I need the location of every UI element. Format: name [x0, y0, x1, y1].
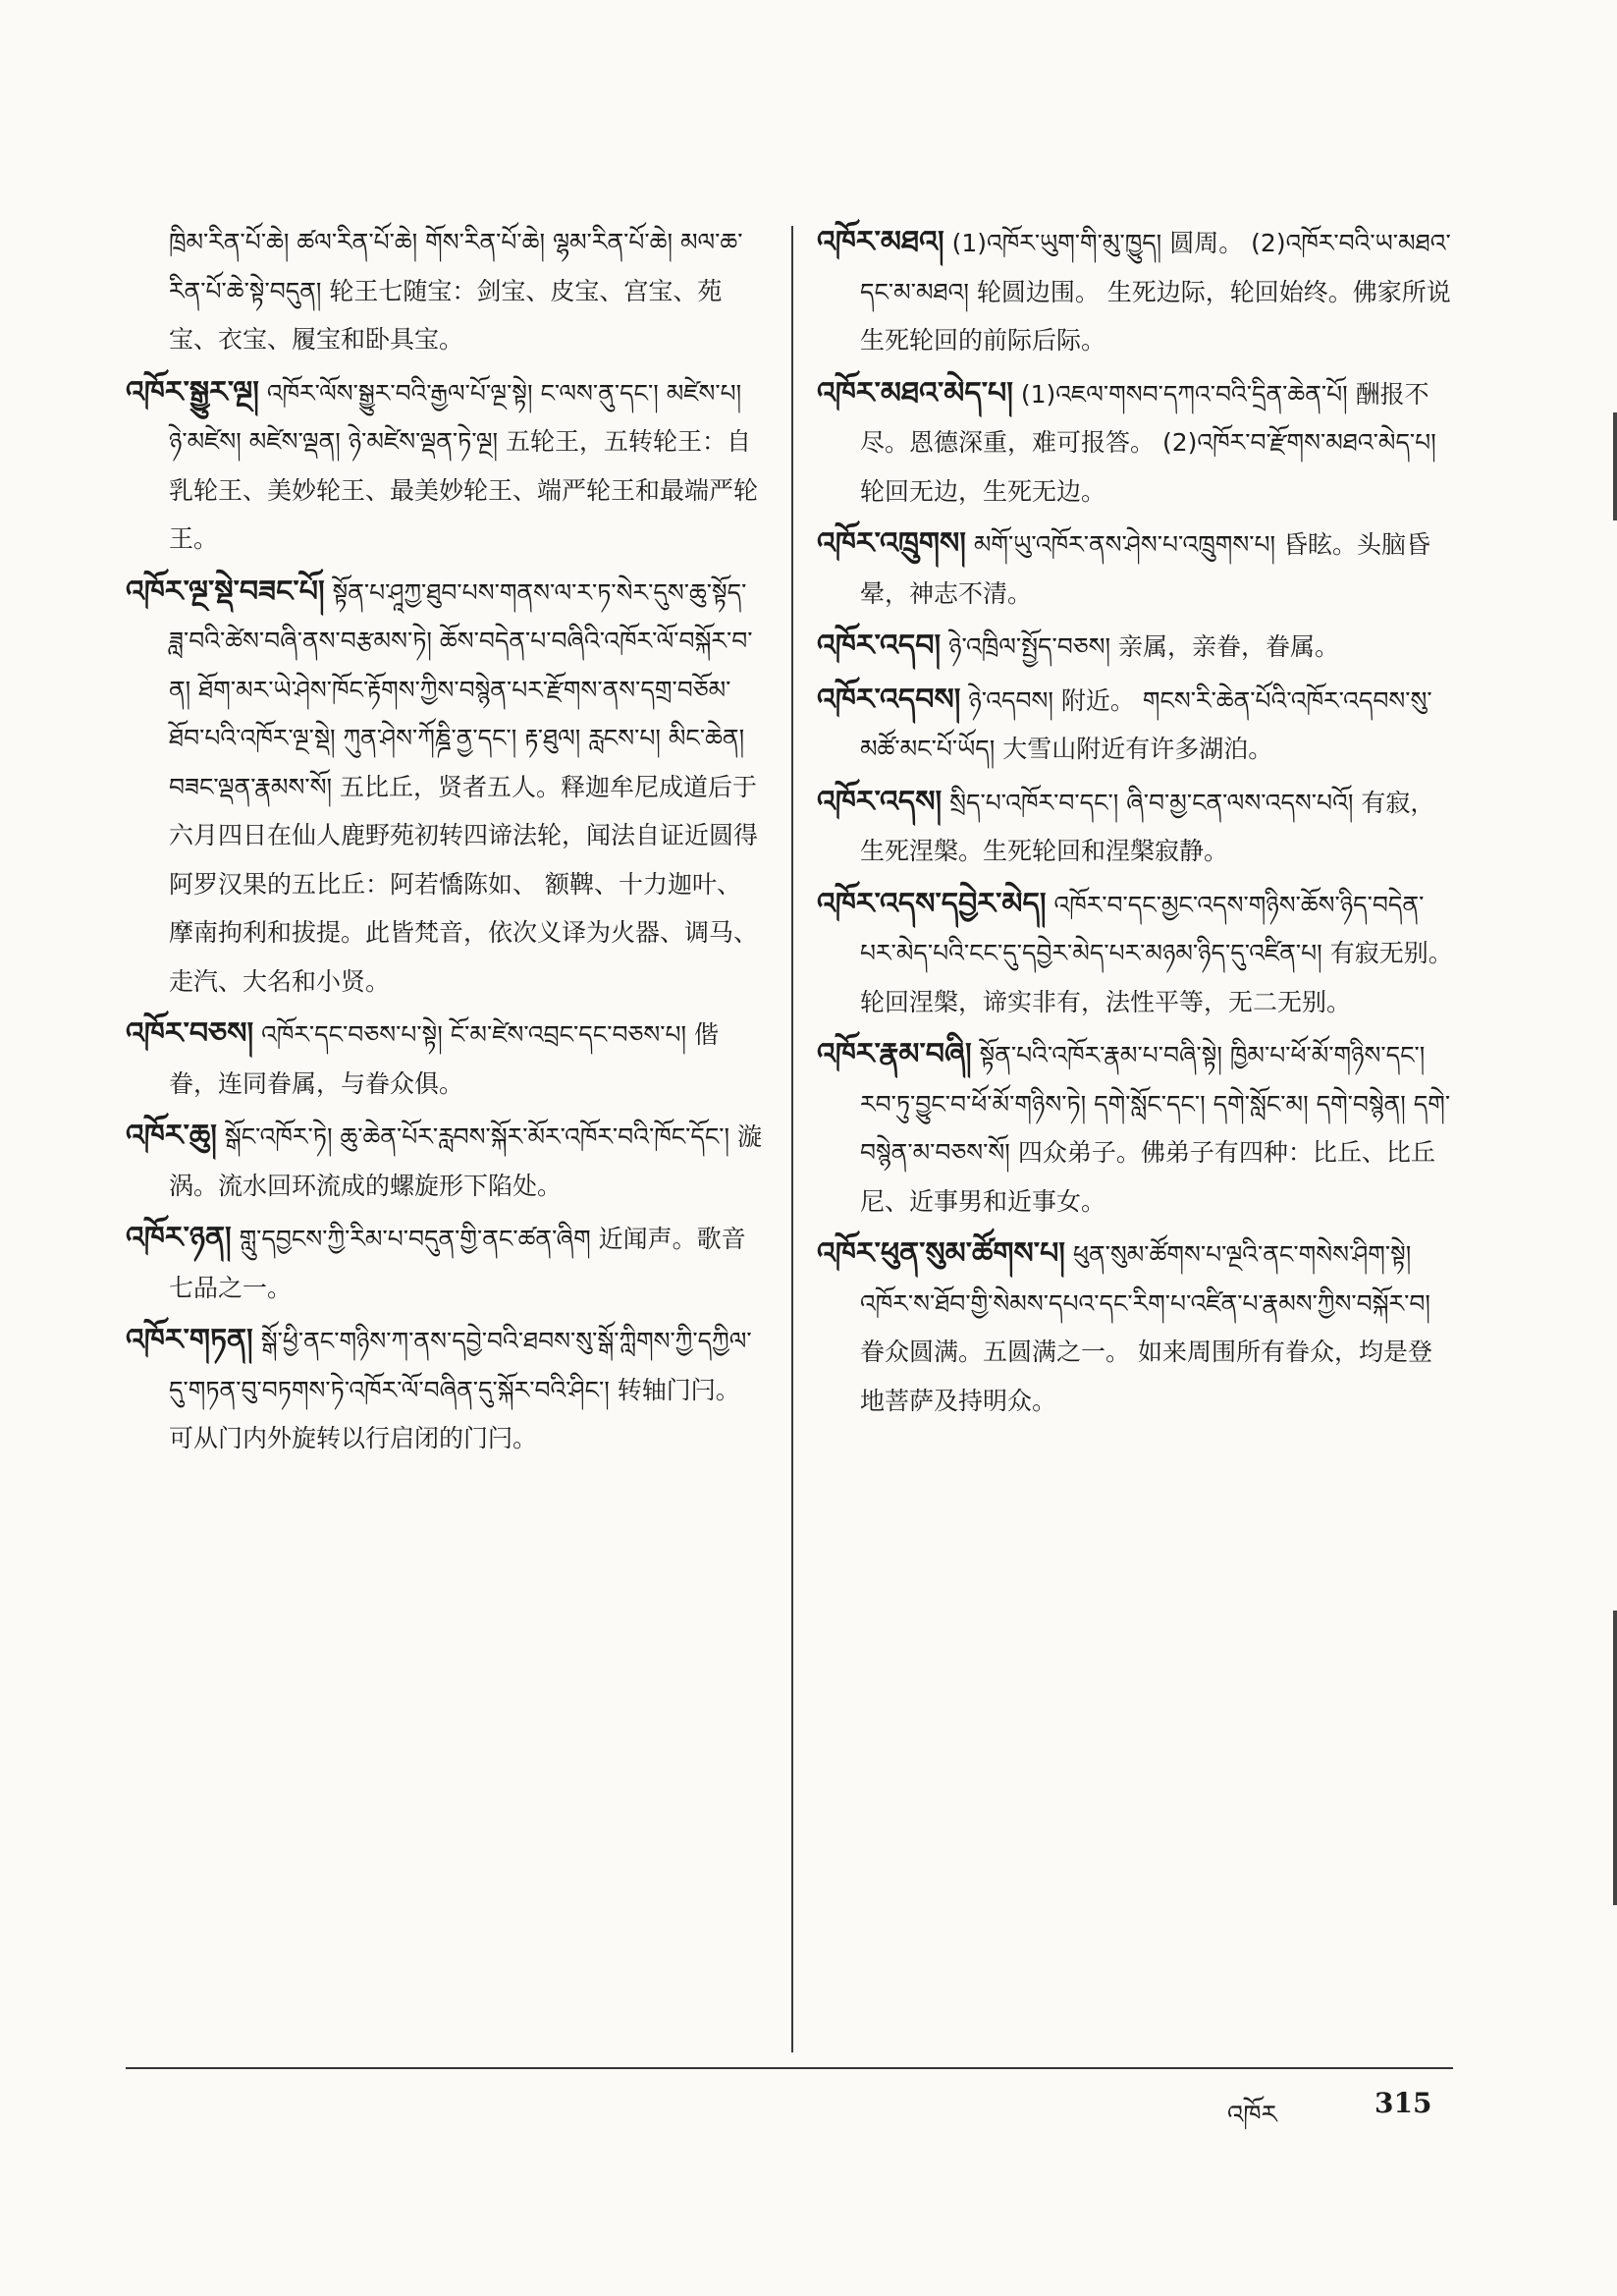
tibetan-definition: ཉེ་འདབས། — [968, 685, 1053, 715]
dictionary-entry — [817, 778, 1453, 876]
headword: འཁོར་སྒྱུར་ལྔ། — [126, 374, 259, 410]
chinese-definition: 昏眩。头脑昏晕，神志不清。 — [860, 530, 1430, 608]
headword: འཁོར་འཁྲུགས། — [817, 526, 966, 561]
headword: འཁོར་འདབ། — [817, 629, 942, 663]
headword: འཁོར་ཉན། — [126, 1221, 232, 1255]
tibetan-definition: (2)འཁོར་བ་རྫོགས་མཐའ་མེད་པ། — [1161, 428, 1436, 457]
chinese-definition: 轮王七随宝：剑宝、皮宝、宫宝、苑宝、衣宝、履宝和卧具宝。 — [169, 276, 723, 354]
headword: འཁོར་མཐའ། — [817, 225, 944, 259]
headword: འཁོར་ཕུན་སུམ་ཚོགས་པ། — [817, 1236, 1065, 1271]
tibetan-definition: མགོ་ཡུ་འཁོར་ནས་ཤེས་པ་འཁྲུགས་པ། — [973, 530, 1276, 559]
chinese-definition: 近闻声。歌音七品之一。 — [169, 1225, 746, 1302]
dictionary-entry — [817, 369, 1453, 517]
headword: འཁོར་འདས་དབྱེར་མེད། — [817, 886, 1047, 921]
chinese-definition: 四众弟子。佛弟子有四种：比丘、比丘尼、近事男和近事女。 — [860, 1138, 1435, 1216]
chinese-definition: 酬报不尽。恩德深重，难可报答。 — [860, 379, 1429, 457]
tibetan-definition: ཁྲིམ་རིན་པོ་ཆེ། ཚལ་རིན་པོ་ཆེ། གོས་རིན་པོ་ཆེ། ལྷམ་རིན་པོ་ཆེ། མལ་ཆ་རིན་པོ་ཆེ་སྟེ་བདུན། — [169, 228, 743, 305]
chinese-definition: 转轴门闩。可从门内外旋转以行启闭的门闩。 — [169, 1375, 740, 1452]
tibetan-definition: སྒོང་འཁོར་ཏེ། ཆུ་ཆེན་པོར་རླབས་སྐོར་མོར་འཁོར་བའི་ཁོང་དོང་། — [224, 1122, 730, 1151]
headword: འཁོར་གཏན། — [126, 1323, 253, 1357]
running-head: འཁོར — [1227, 2101, 1277, 2130]
chinese-definition: 附近。 — [1060, 685, 1135, 715]
chinese-definition: 圆周。 — [1169, 229, 1244, 257]
dictionary-entry — [817, 880, 1453, 1027]
dictionary-entry — [126, 1316, 764, 1463]
tibetan-definition: སྒོ་ཕྱི་ནང་གཉིས་ཀ་ནས་དབྱེ་བའི་ཐབས་སུ་སྒོ་ཀླིགས་ཀྱི་དཀྱིལ་དུ་གཏན་བུ་བཏགས་ཏེ་འཁོར་ལོ་བཞིན་དུ་སྐོར་བའི་ཤིང་། — [169, 1327, 752, 1404]
scan-edge-mark — [1613, 412, 1617, 520]
headword: འཁོར་འདབས། — [817, 682, 961, 717]
dictionary-entry-continuation — [126, 218, 764, 364]
chinese-definition: 大雪山附近有许多湖泊。 — [1002, 735, 1273, 763]
dictionary-entry — [126, 1214, 764, 1312]
dictionary-entry — [817, 676, 1453, 774]
left-column — [126, 218, 764, 1467]
chinese-definition: 漩涡。流水回环流成的螺旋形下陷处。 — [169, 1122, 763, 1200]
dictionary-entry — [817, 1230, 1453, 1425]
tibetan-definition: (1)འཁོར་ཡུག་གི་མུ་ཁྱུད། — [951, 229, 1162, 257]
chinese-definition: 亲属，亲眷，眷属。 — [1118, 632, 1340, 661]
tibetan-definition: ཕུན་སུམ་ཚོགས་པ་ལྔའི་ནང་གསེས་ཤིག་སྟེ། འཁོར་ས་ཐོབ་གྱི་སེམས་དཔའ་དང་རིག་པ་འཛིན་པ་རྣམས་ཀྱིས་བསྐོར་བ། — [860, 1240, 1430, 1318]
tibetan-definition: འཁོར་དང་བཅས་པ་སྟེ། ངོ་མ་ཛེས་འབྲང་དང་བཅས་པ། — [261, 1020, 687, 1049]
tibetan-definition: གངས་རི་ཆེན་པོའི་འཁོར་འདབས་སུ་མཚོ་མང་པོ་ཡོད། — [860, 685, 1432, 763]
dictionary-entry — [817, 218, 1453, 365]
scan-edge-mark — [1613, 1611, 1617, 1905]
tibetan-definition: སྟོན་པའི་འཁོར་རྣམ་པ་བཞི་སྟེ། ཁྱིམ་པ་ཕོ་མོ་གཉིས་དང་། རབ་ཏུ་བྱུང་བ་ཕོ་མོ་གཉིས་ཏེ། དགེ་སློང་དང་། དགེ་སློང་མ། དགེ་བསྙེན། དགེ་བསྙེན་མ་བཅས་སོ། — [860, 1041, 1451, 1167]
headword: འཁོར་ཆུ། — [126, 1119, 217, 1153]
dictionary-entry — [817, 1030, 1453, 1226]
dictionary-entry — [126, 1112, 764, 1210]
headword: འཁོར་ལྔ་སྡེ་བཟང་པོ། — [126, 574, 325, 609]
chinese-definition: 五轮王，五转轮王：自乳轮王、美妙轮王、最美妙轮王、端严轮王和最端严轮王。 — [169, 427, 759, 553]
tibetan-definition: འཁོར་ལོས་སྒྱུར་བའི་རྒྱལ་པོ་ལྔ་སྟེ། ང་ལས་ནུ་དང་། མཛེས་པ། ཉེ་མཛེས། མཛེས་ལྡན། ཉེ་མཛེས་ལྡན་ཏེ་ལྔ། — [169, 378, 742, 456]
tibetan-definition: སྟོན་པ་ཤཱཀྱ་ཐུབ་པས་གནས་ལ་ར་ཏ་སེར་དུས་ཆུ་སྟོད་ཟླ་བའི་ཚེས་བཞི་ནས་བརྩམས་ཏེ། ཆོས་བདེན་པ་བཞིའི་འཁོར་ལོ་བསྐོར་བ་ན། ཐོག་མར་ཡེ་ཤེས་ཁོང་རྟོགས་ཀྱིས་བསྙེན་པར་རྫོགས་ནས་དགྲ་བཅོམ་ཐོབ་པའི་འཁོར་ལྔ་སྡེ། ཀུན་ཤེས་ཀོཎྜི་ནྱ་དང་། རྟ་ཐུལ། རླངས་པ། མིང་ཆེན། བཟང་ལྡན་རྣམས་སོ། — [169, 577, 753, 801]
chinese-definition: 五比丘，贤者五人。释迦牟尼成道后于六月四日在仙人鹿野苑初转四谛法轮，闻法自证近圆得阿罗汉果的五比丘：阿若憍陈如、 额鞞、十力迦叶、摩南拘利和拔提。此皆梵音，依次义译为火器、调马、走汽、大名和小贤。 — [169, 772, 759, 996]
tibetan-definition: (2)འཁོར་བའི་ཡ་མཐའ་དང་མ་མཐའ། — [860, 229, 1451, 306]
headword: འཁོར་མཐའ་མེད་པ། — [817, 375, 1013, 410]
tibetan-definition: (1)འཇལ་གསབ་དཀའ་བའི་དྲིན་ཆེན་པོ། — [1020, 379, 1348, 409]
page-number: 315 — [1374, 2087, 1432, 2119]
column-divider — [791, 226, 793, 2052]
tibetan-definition: སྲིད་པ་འཁོར་བ་དང་། ཞི་བ་མྱ་ངན་ལས་འདས་པའོ། — [949, 788, 1354, 817]
tibetan-definition: འཁོར་བ་དང་མྱང་འདས་གཉིས་ཆོས་ཉིད་བདེན་པར་མེད་པའི་ངང་དུ་དབྱེར་མེད་པར་མཉམ་ཉིད་དུ་འཛིན་པ། — [860, 890, 1425, 967]
headword: འཁོར་རྣམ་བཞི། — [817, 1037, 972, 1071]
chinese-definition: 有寂无别。轮回涅槃，谛实非有，法性平等，无二无别。 — [860, 939, 1453, 1016]
chinese-definition: 眷众圆满。五圆满之一。 如来周围所有眷众，均是登地菩萨及持明众。 — [860, 1338, 1432, 1415]
chinese-definition: 轮圆边围。 生死边际，轮回始终。佛家所说生死轮回的前际后际。 — [860, 277, 1451, 355]
footer-rule — [126, 2067, 1453, 2069]
tibetan-definition: ཉེ་འཁྲིལ་སྤྱོད་བཅས། — [948, 632, 1111, 661]
tibetan-definition: གླུ་དབྱངས་ཀྱི་རིམ་པ་བདུན་གྱི་ནང་ཚན་ཞིག — [239, 1225, 591, 1253]
headword: འཁོར་བཅས། — [126, 1016, 254, 1051]
chinese-definition: 偕眷，连同眷属，与眷众俱。 — [169, 1020, 720, 1098]
right-column — [817, 218, 1453, 1429]
headword: འཁོར་འདས། — [817, 784, 943, 819]
dictionary-entry — [126, 368, 764, 564]
chinese-definition: 有寂，生死涅槃。生死轮回和涅槃寂静。 — [860, 788, 1435, 865]
dictionary-entry — [817, 622, 1453, 672]
dictionary-entry — [126, 568, 764, 1007]
dictionary-entry — [126, 1010, 764, 1108]
chinese-definition: 轮回无边，生死无边。 — [860, 476, 1106, 506]
dictionary-entry — [817, 519, 1453, 618]
